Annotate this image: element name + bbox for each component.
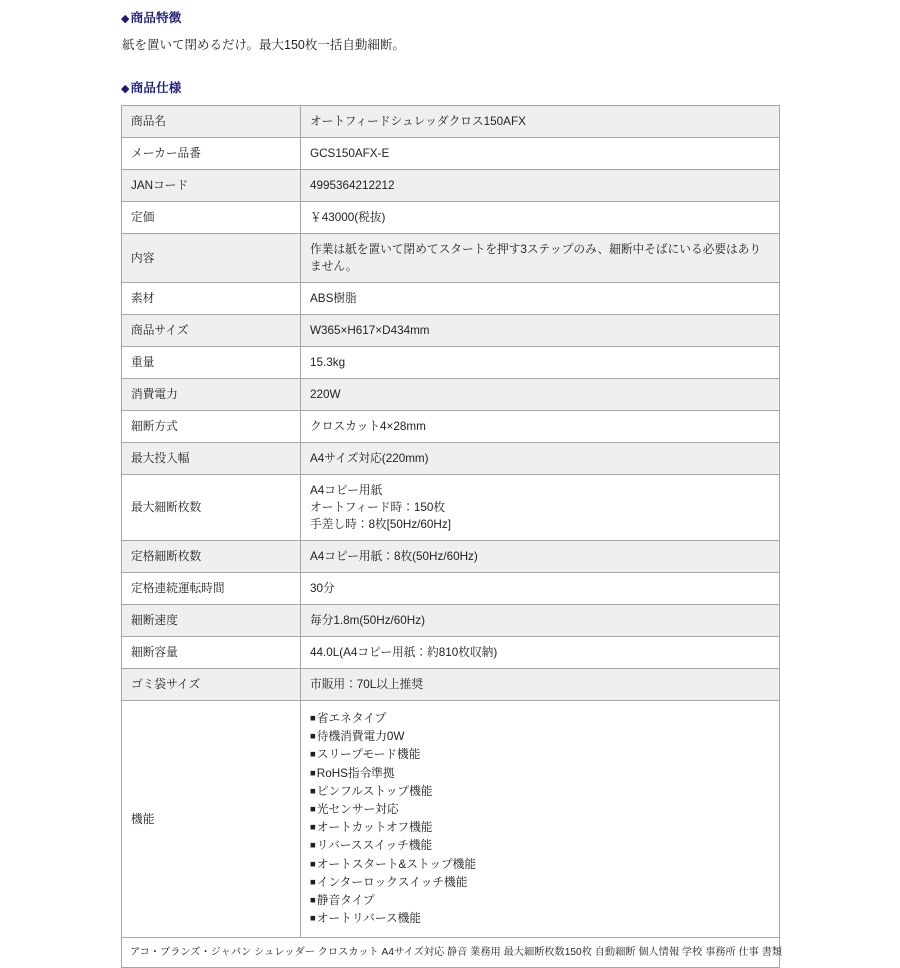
spec-value: ABS樹脂 bbox=[301, 283, 780, 315]
spec-label: 最大細断枚数 bbox=[122, 475, 301, 541]
spec-value: ￥43000(税抜) bbox=[301, 202, 780, 234]
spec-value-line: オートフィード時：150枚 bbox=[310, 501, 446, 514]
spec-value: 30分 bbox=[301, 573, 780, 605]
square-bullet-icon: ■ bbox=[310, 749, 316, 761]
list-item bbox=[310, 874, 770, 892]
spec-value: 4995364212212 bbox=[301, 170, 780, 202]
list-item bbox=[310, 801, 770, 819]
function-label: RoHS指令準拠 bbox=[316, 766, 395, 780]
specification-table-body bbox=[122, 106, 783, 968]
table-row bbox=[122, 541, 780, 573]
spec-value: 15.3kg bbox=[301, 347, 780, 379]
table-row bbox=[122, 234, 780, 283]
table-row bbox=[122, 106, 780, 138]
list-item bbox=[310, 910, 770, 928]
square-bullet-icon: ■ bbox=[310, 822, 316, 834]
table-row bbox=[122, 573, 780, 605]
table-row bbox=[122, 347, 780, 379]
square-bullet-icon: ■ bbox=[310, 913, 316, 925]
list-item bbox=[310, 892, 770, 910]
square-bullet-icon: ■ bbox=[310, 876, 316, 888]
function-list bbox=[310, 710, 770, 928]
spec-value-multiline bbox=[301, 475, 780, 541]
spec-label: 商品サイズ bbox=[122, 315, 301, 347]
function-label: 待機消費電力0W bbox=[316, 730, 405, 744]
spec-value: 作業は紙を置いて閉めてスタートを押す3ステップのみ、細断中そばにいる必要はありません。 bbox=[301, 234, 780, 283]
spec-label: ゴミ袋サイズ bbox=[122, 669, 301, 701]
function-label: ピンフルストップ機能 bbox=[316, 784, 433, 798]
function-label: オートリバース機能 bbox=[316, 912, 422, 926]
table-row bbox=[122, 637, 780, 669]
square-bullet-icon: ■ bbox=[310, 858, 316, 870]
keywords-text: アコ・ブランズ・ジャパン シュレッダー クロスカット A4サイズ対応 静音 業務用 最大細断枚数150枚 自動細断 個人情報 学校 事務所 仕事 書類 bbox=[122, 938, 780, 968]
spec-label: JANコード bbox=[122, 170, 301, 202]
list-item bbox=[310, 837, 770, 855]
features-heading-text: 商品特徴 bbox=[130, 11, 182, 25]
square-bullet-icon: ■ bbox=[310, 895, 316, 907]
table-row bbox=[122, 170, 780, 202]
spec-section-heading bbox=[121, 80, 780, 97]
square-bullet-icon: ■ bbox=[310, 840, 316, 852]
table-row bbox=[122, 315, 780, 347]
spec-value: クロスカット4×28mm bbox=[301, 411, 780, 443]
spec-label: 定価 bbox=[122, 202, 301, 234]
function-label: オートスタート&ストップ機能 bbox=[316, 857, 477, 871]
spec-label: メーカー品番 bbox=[122, 138, 301, 170]
table-row bbox=[122, 411, 780, 443]
table-row bbox=[122, 202, 780, 234]
spec-label: 細断方式 bbox=[122, 411, 301, 443]
function-label: オートカットオフ機能 bbox=[316, 821, 433, 835]
square-bullet-icon: ■ bbox=[310, 804, 316, 816]
table-row bbox=[122, 283, 780, 315]
spec-value-line: 手差し時：8枚[50Hz/60Hz] bbox=[310, 518, 451, 531]
list-item bbox=[310, 728, 770, 746]
square-bullet-icon: ■ bbox=[310, 785, 316, 797]
table-row-keywords bbox=[122, 938, 780, 968]
table-row bbox=[122, 475, 780, 541]
function-label: インターロックスイッチ機能 bbox=[316, 875, 468, 889]
features-body-text: 紙を置いて閉めるだけ。最大150枚一括自動細断。 bbox=[122, 38, 405, 52]
product-spec-section bbox=[121, 80, 783, 968]
spec-value: A4サイズ対応(220mm) bbox=[301, 443, 780, 475]
function-label: 省エネタイプ bbox=[316, 712, 387, 725]
spec-label: 消費電力 bbox=[122, 379, 301, 411]
spec-label-functions: 機能 bbox=[122, 701, 301, 938]
spec-heading-text: 商品仕様 bbox=[130, 81, 182, 95]
table-row bbox=[122, 669, 780, 701]
spec-value: W365×H617×D434mm bbox=[301, 315, 780, 347]
table-row bbox=[122, 138, 780, 170]
function-label: リバーススイッチ機能 bbox=[316, 839, 433, 853]
spec-value: オートフィードシュレッダクロス150AFX bbox=[301, 106, 780, 138]
square-bullet-icon: ■ bbox=[310, 713, 316, 724]
spec-value: 44.0L(A4コピー用紙：約810枚収納) bbox=[301, 637, 780, 669]
spec-value-functions bbox=[301, 701, 780, 938]
spec-label: 商品名 bbox=[122, 106, 301, 138]
product-features-section bbox=[121, 10, 780, 54]
table-row bbox=[122, 379, 780, 411]
spec-label: 定格連続運転時間 bbox=[122, 573, 301, 605]
table-row bbox=[122, 443, 780, 475]
diamond-bullet-icon: ◆ bbox=[121, 13, 130, 25]
diamond-bullet-icon: ◆ bbox=[121, 83, 130, 95]
spec-value: A4コピー用紙：8枚(50Hz/60Hz) bbox=[301, 541, 780, 573]
function-label: スリープモード機能 bbox=[316, 748, 421, 762]
table-row-functions bbox=[122, 701, 780, 938]
spec-value-line: A4コピー用紙 bbox=[310, 484, 383, 497]
list-item bbox=[310, 765, 770, 783]
spec-label: 重量 bbox=[122, 347, 301, 379]
spec-value: 220W bbox=[301, 379, 780, 411]
spec-label: 細断速度 bbox=[122, 605, 301, 637]
square-bullet-icon: ■ bbox=[310, 731, 316, 743]
specification-table bbox=[121, 105, 783, 968]
table-row bbox=[122, 605, 780, 637]
function-label: 静音タイプ bbox=[316, 894, 375, 908]
spec-label: 内容 bbox=[122, 234, 301, 283]
spec-value: 毎分1.8m(50Hz/60Hz) bbox=[301, 605, 780, 637]
list-item bbox=[310, 710, 770, 728]
function-label: 光センサー対応 bbox=[316, 803, 399, 817]
list-item bbox=[310, 819, 770, 837]
list-item bbox=[310, 746, 770, 764]
list-item bbox=[310, 856, 770, 874]
features-section-heading bbox=[121, 10, 780, 27]
spec-label: 最大投入幅 bbox=[122, 443, 301, 475]
spec-label: 細断容量 bbox=[122, 637, 301, 669]
square-bullet-icon: ■ bbox=[310, 767, 316, 779]
spec-label: 素材 bbox=[122, 283, 301, 315]
list-item bbox=[310, 783, 770, 801]
spec-value: GCS150AFX-E bbox=[301, 138, 780, 170]
spec-label: 定格細断枚数 bbox=[122, 541, 301, 573]
spec-value: 市販用：70L以上推奨 bbox=[301, 669, 780, 701]
